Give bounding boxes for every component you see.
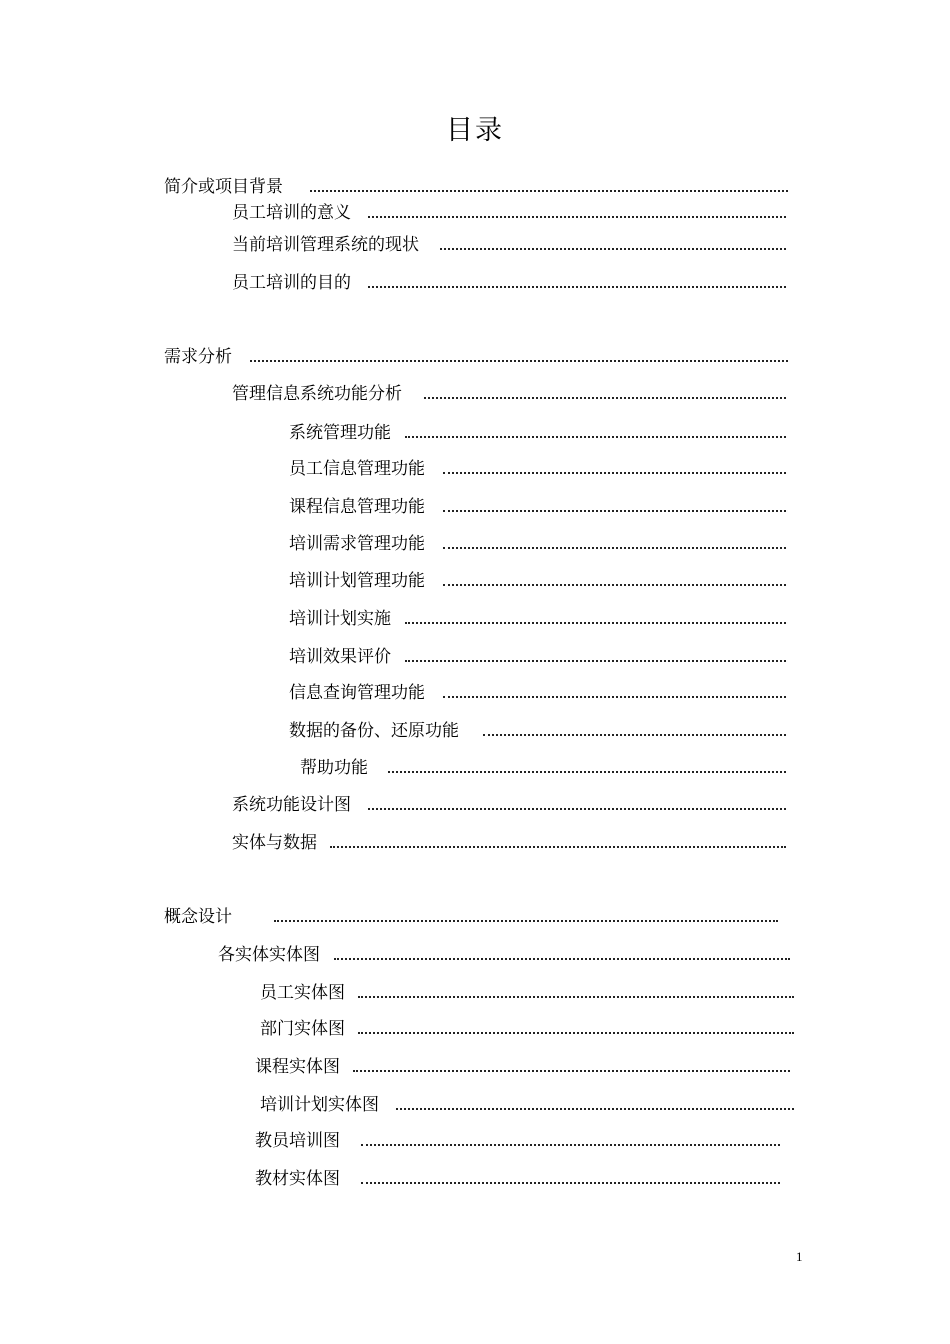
toc-entry-label: 员工培训的目的 <box>232 273 351 293</box>
dot-leader <box>443 584 786 586</box>
dot-leader <box>310 190 788 192</box>
dot-leader <box>443 696 786 698</box>
toc-entry-subsection[interactable] <box>232 233 788 257</box>
toc-entry-subsection[interactable] <box>218 943 792 967</box>
dot-leader <box>330 846 786 848</box>
toc-entry-subsubsection[interactable] <box>289 681 788 705</box>
toc-entry-subsection[interactable] <box>232 271 788 295</box>
toc-entry-label: 培训计划管理功能 <box>289 571 425 591</box>
dot-leader <box>483 734 786 736</box>
dot-leader <box>396 1108 794 1110</box>
toc-entry-label: 员工实体图 <box>260 983 345 1003</box>
toc-entry-label: 课程实体图 <box>255 1057 340 1077</box>
dot-leader <box>443 472 786 474</box>
toc-entry-label: 培训计划实施 <box>289 609 391 629</box>
dot-leader <box>440 248 786 250</box>
toc-entry-label: 需求分析 <box>164 347 232 367</box>
toc-entry-label: 部门实体图 <box>260 1019 345 1039</box>
toc-entry-subsubsection[interactable] <box>289 719 788 743</box>
dot-leader <box>368 216 786 218</box>
toc-entry-subsubsection[interactable] <box>260 1017 796 1041</box>
dot-leader <box>388 771 786 773</box>
page-number: 1 <box>796 1249 803 1264</box>
dot-leader <box>443 547 786 549</box>
toc-entry-section[interactable] <box>164 345 790 369</box>
dot-leader <box>405 622 786 624</box>
toc-entry-label: 实体与数据 <box>232 833 317 853</box>
toc-entry-subsection[interactable] <box>232 382 788 406</box>
toc-entry-subsubsection[interactable] <box>255 1055 792 1079</box>
dot-leader <box>353 1070 790 1072</box>
page-title: 目录 <box>446 115 504 146</box>
toc-entry-label: 培训效果评价 <box>289 647 391 667</box>
toc-entry-label: 概念设计 <box>164 907 232 927</box>
toc-entry-subsection[interactable] <box>232 201 788 225</box>
dot-leader <box>443 510 786 512</box>
dot-leader <box>250 360 788 362</box>
toc-entry-subsubsection[interactable] <box>255 1129 782 1153</box>
toc-entry-subsubsection[interactable] <box>255 1167 782 1191</box>
toc-entry-section[interactable] <box>164 175 790 199</box>
dot-leader <box>405 436 786 438</box>
dot-leader <box>274 920 778 922</box>
toc-entry-label: 课程信息管理功能 <box>289 497 425 517</box>
toc-entry-label: 各实体实体图 <box>218 945 320 965</box>
toc-entry-label: 数据的备份、还原功能 <box>289 721 459 741</box>
dot-leader <box>358 996 794 998</box>
toc-entry-label: 帮助功能 <box>300 758 368 778</box>
toc-entry-label: 管理信息系统功能分析 <box>232 384 402 404</box>
toc-entry-subsubsection[interactable] <box>260 981 796 1005</box>
toc-entry-label: 员工培训的意义 <box>232 203 351 223</box>
toc-entry-subsubsection[interactable] <box>289 421 788 445</box>
dot-leader <box>361 1144 780 1146</box>
toc-entry-label: 当前培训管理系统的现状 <box>232 235 419 255</box>
toc-entry-subsubsection[interactable] <box>289 457 788 481</box>
toc-entry-label: 员工信息管理功能 <box>289 459 425 479</box>
toc-entry-label: 系统功能设计图 <box>232 795 351 815</box>
toc-entry-subsubsection[interactable] <box>289 569 788 593</box>
toc-entry-label: 培训计划实体图 <box>260 1095 379 1115</box>
toc-entry-subsection[interactable] <box>232 831 788 855</box>
toc-entry-label: 教材实体图 <box>255 1169 340 1189</box>
toc-entry-subsection[interactable] <box>232 793 788 817</box>
toc-entry-section[interactable] <box>164 905 780 929</box>
dot-leader <box>424 397 786 399</box>
dot-leader <box>405 660 786 662</box>
toc-entry-label: 信息查询管理功能 <box>289 683 425 703</box>
toc-entry-subsubsection[interactable] <box>260 1093 796 1117</box>
dot-leader <box>368 808 786 810</box>
dot-leader <box>368 286 786 288</box>
toc-entry-subsubsection[interactable] <box>289 495 788 519</box>
dot-leader <box>361 1182 780 1184</box>
dot-leader <box>358 1032 794 1034</box>
toc-entry-label: 简介或项目背景 <box>164 177 283 197</box>
toc-entry-subsubsection[interactable] <box>289 645 788 669</box>
toc-entry-label: 教员培训图 <box>255 1131 340 1151</box>
toc-entry-subsubsection[interactable] <box>289 532 788 556</box>
toc-entry-subsubsection[interactable] <box>300 756 788 780</box>
toc-entry-label: 系统管理功能 <box>289 423 391 443</box>
toc-entry-subsubsection[interactable] <box>289 607 788 631</box>
toc-entry-label: 培训需求管理功能 <box>289 534 425 554</box>
dot-leader <box>334 958 790 960</box>
